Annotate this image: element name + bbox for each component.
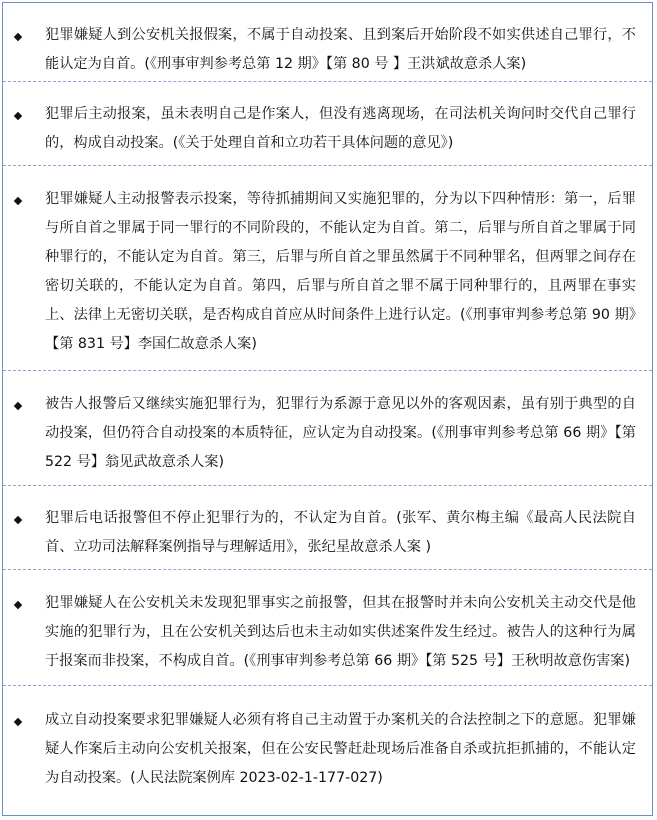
list-item [3,686,652,815]
list-item [3,371,652,486]
rule-text: 犯罪嫌疑人在公安机关未发现犯罪事实之前报警，但其在报警时并未向公安机关主动交代是他实施的犯罪行为，且在公安机关到达后也未主动如实供述案件发生经过。被告人的这种行为属于报案而非投案，不构成自首。(《刑事审判参考总第 66 期》【第 525 号】王秋明故意伤害案) [45,595,636,669]
diamond-bullet-icon [14,718,22,726]
diamond-bullet-icon [14,33,22,41]
rule-text: 成立自动投案要求犯罪嫌疑人必须有将自己主动置于办案机关的合法控制之下的意愿。犯罪嫌疑人作案后主动向公安机关报案，但在公安民警赶赴现场后准备自杀或抗拒抓捕的，不能认定为自动投案。(人民法院案例库 2023-02-1-177-027) [45,712,636,786]
diamond-bullet-icon [14,197,22,205]
list-item [3,486,652,570]
rule-list [3,3,652,815]
list-item [3,570,652,686]
diamond-bullet-icon [14,112,22,120]
list-item [3,3,652,82]
rules-panel [2,2,653,816]
list-item [3,166,652,371]
list-item [3,82,652,166]
rule-text: 被告人报警后又继续实施犯罪行为，犯罪行为系源于意见以外的客观因素，虽有别于典型的自动投案，但仍符合自动投案的本质特征，应认定为自动投案。(《刑事审判参考总第 66 期》【第 522 号】翁见武故意杀人案) [45,396,636,470]
rule-text: 犯罪嫌疑人到公安机关报假案，不属于自动投案、且到案后开始阶段不如实供述自己罪行，不能认定为自首。(《刑事审判参考总第 12 期》【第 80 号 】王洪斌故意杀人案) [45,27,636,72]
rule-text: 犯罪嫌疑人主动报警表示投案，等待抓捕期间又实施犯罪的，分为以下四种情形：第一，后罪与所自首之罪属于同一罪行的不同阶段的，不能认定为自首。第二，后罪与所自首之罪属于同种罪行的，不能认定为自首。第三，后罪与所自首之罪虽然属于不同种罪名，但两罪之间存在密切关联的，不能认定为自首。第四，后罪与所自首之罪不属于同种罪行的，且两罪在事实上、法律上无密切关联，是否构成自首应从时间条件上进行认定。(《刑事审判参考总第 90 期》【第 831 号】李国仁故意杀人案) [45,191,636,352]
diamond-bullet-icon [14,516,22,524]
rule-text: 犯罪后主动报案，虽未表明自己是作案人，但没有逃离现场，在司法机关询问时交代自己罪行的，构成自动投案。(《关于处理自首和立功若干具体问题的意见》) [45,106,636,151]
rule-text: 犯罪后电话报警但不停止犯罪行为的，不认定为自首。(张军、黄尔梅主编《最高人民法院自首、立功司法解释案例指导与理解适用》，张纪星故意杀人案 ) [45,510,636,555]
diamond-bullet-icon [14,402,22,410]
diamond-bullet-icon [14,601,22,609]
